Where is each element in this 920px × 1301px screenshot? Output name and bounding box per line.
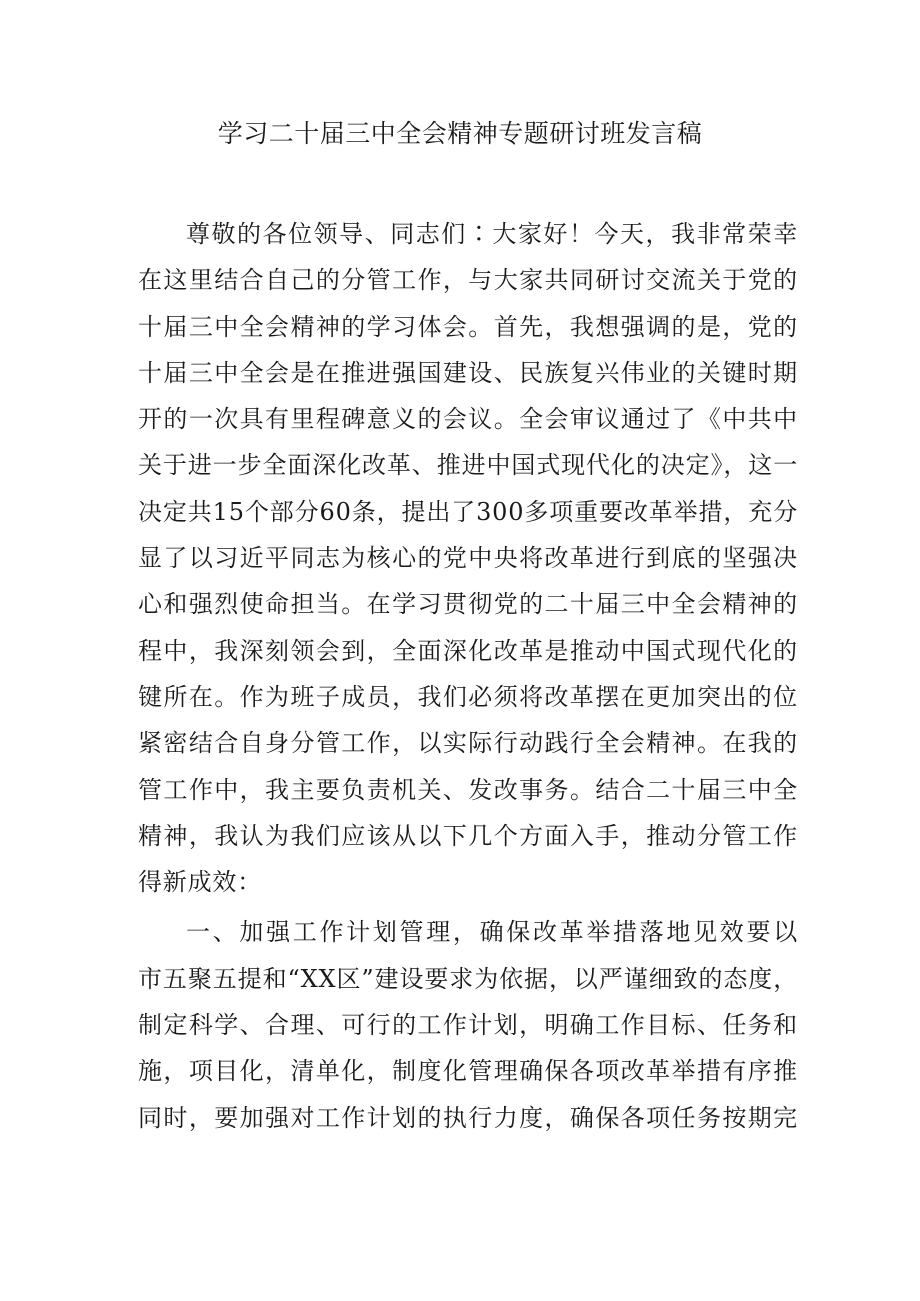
text-line: 显了以习近平同志为核心的党中央将改革进行到底的坚强决 [138, 544, 798, 573]
paragraph [138, 909, 798, 1140]
text-line: 制定科学、合理、可行的工作计划，明确工作目标、任务和 [138, 1011, 798, 1040]
document-body [138, 211, 798, 1141]
text-line: 一、加强工作计划管理，确保改革举措落地见效要以 [186, 918, 798, 947]
text-line: 决定共15个部分60条，提出了300多项重要改革举措，充分 [138, 497, 798, 526]
text-line: 键所在。作为班子成员，我们必须将改革摆在更加突出的位 [138, 682, 798, 711]
paragraph [138, 211, 798, 905]
text-line: 同时，要加强对工作计划的执行力度，确保各项任务按期完 [138, 1103, 798, 1132]
text-line: 关于进一步全面深化改革、推进中国式现代化的决定》，这一 [138, 451, 798, 480]
document-title: 学习二十届三中全会精神专题研讨班发言稿 [217, 119, 703, 148]
text-line: 开的一次具有里程碑意义的会议。全会审议通过了《中共中 [138, 405, 798, 434]
text-line: 在这里结合自己的分管工作，与大家共同研讨交流关于党的 [138, 266, 798, 295]
text-line: 市五聚五提和“XX区”建设要求为依据，以严谨细致的态度， [138, 964, 798, 993]
text-line: 尊敬的各位领导、同志们∶大家好！今天，我非常荣幸 [186, 220, 798, 248]
text-line: 管工作中，我主要负责机关、发改事务。结合二十届三中全 [138, 775, 798, 804]
text-line: 程中，我深刻领会到，全面深化改革是推动中国式现代化的 [138, 636, 798, 665]
text-line: 紧密结合自身分管工作，以实际行动践行全会精神。在我的 [138, 729, 798, 758]
text-line: 精神，我认为我们应该从以下几个方面入手，推动分管工作 [138, 821, 798, 850]
text-line: 得新成效： [138, 868, 262, 897]
text-line: 十届三中全会精神的学习体会。首先，我想强调的是，党的 [138, 312, 798, 341]
text-line: 心和强烈使命担当。在学习贯彻党的二十届三中全会精神的 [138, 590, 798, 619]
text-line: 十届三中全会是在推进强国建设、民族复兴伟业的关键时期 [138, 358, 798, 387]
text-line: 施，项目化，清单化，制度化管理确保各项改革举措有序推 [138, 1057, 798, 1086]
